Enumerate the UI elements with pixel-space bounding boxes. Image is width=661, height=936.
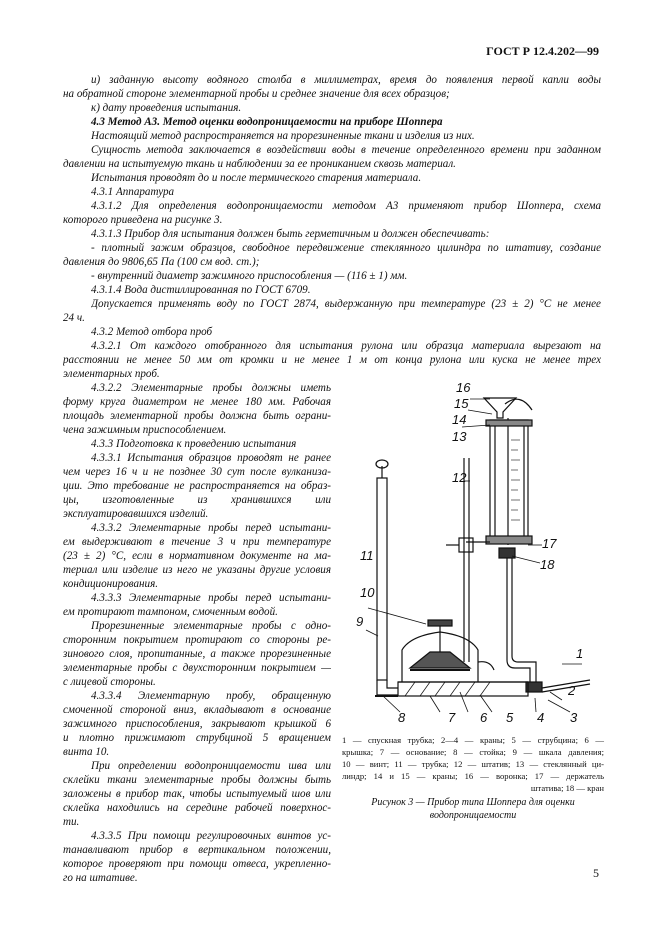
- caption-line: 10 — винт; 11 — трубка; 12 — штатив; 13 — стеклянный ци-: [342, 759, 604, 769]
- text-line: 4.3.2 Метод отбора проб: [91, 326, 213, 338]
- text-line: 4.3.2.1 От каждого отобранного для испытания рулона или образца материала вырезают на: [91, 340, 601, 352]
- text-line: - плотный зажим образцов, свободное передвижение стеклянного цилиндра по штативу, создание: [91, 242, 601, 254]
- text-line: Сущность метода заключается в воздействии воды в течение определенного времени при заданном: [91, 144, 601, 156]
- text-line: териал или изделие из него не указаны другие условия: [63, 564, 331, 576]
- text-line: зажимного приспособления, закрывают крышкой 6: [63, 718, 331, 730]
- text-line: давления до 9806,65 Па (100 см вод. ст.);: [63, 256, 260, 268]
- text-line: которое проверяют при помощи отвеса, укрепленно-: [63, 858, 331, 870]
- fig-label: 9: [356, 614, 364, 629]
- caption-line: 1 — спускная трубка; 2—4 — краны; 5 — струбцина; 6 —: [342, 735, 604, 745]
- fig-label: 10: [360, 585, 375, 600]
- fig-label: 12: [452, 470, 467, 485]
- text-line: элементарных проб.: [63, 368, 160, 380]
- text-line: 4.3.2.2 Элементарные пробы должны иметь: [91, 382, 331, 394]
- page-header: ГОСТ Р 12.4.202—99: [486, 44, 599, 58]
- caption-line: крышка; 7 — основание; 8 — стойка; 9 — шкала давления;: [342, 747, 604, 757]
- text-line: 4.3.3.4 Элементарную пробу, обращенную: [91, 690, 331, 702]
- text-line: го на штативе.: [63, 872, 138, 884]
- text-line: 4.3.1.3 Прибор для испытания должен быть герметичным и должен обеспечивать:: [91, 228, 490, 240]
- fig-label: 8: [398, 710, 406, 725]
- text-line: При определении водопроницаемости шва или: [91, 760, 331, 772]
- fig-label: 14: [452, 412, 467, 427]
- text-line: 4.3.1.4 Вода дистиллированная по ГОСТ 6709.: [91, 284, 311, 296]
- text-line: зинового слоя, пропитанные, а также прорезиненные: [63, 648, 331, 660]
- fig-label: 15: [454, 396, 469, 411]
- fig-label: 11: [360, 548, 374, 563]
- text-line: которого приведена на рисунке 3.: [63, 214, 223, 226]
- text-line: с лицевой стороны.: [63, 676, 156, 688]
- fig-label: 5: [506, 710, 514, 725]
- text-line: 4.3.3.3 Элементарные пробы перед испытани-: [91, 592, 331, 604]
- text-line: Допускается применять воду по ГОСТ 2874, выдержанную при температуре (23 ± 2) °С не менее: [91, 298, 601, 310]
- text-line: к) дату проведения испытания.: [91, 102, 242, 114]
- text-line: склейки ткани элементарные пробы должны быть: [63, 774, 331, 786]
- text-line: элементарные пробы с двухсторонним покрытием —: [63, 662, 331, 674]
- text-line: (23 ± 2) °С, если в нормативном документе на ма-: [63, 550, 331, 562]
- text-line: 4.3.3 Подготовка к проведению испытания: [91, 438, 297, 450]
- text-line: и) заданную высоту водяного столба в миллиметрах, время до появления первой капли воды: [91, 74, 601, 86]
- text-line: эксплуатировавшихся изделий.: [63, 508, 209, 520]
- text-line: ти.: [63, 816, 80, 828]
- text-line: и плотно прижимают струбциной 5 вращением: [63, 732, 331, 744]
- text-line: кондиционирования.: [63, 578, 159, 590]
- text-line: Прорезиненные элементарные пробы с одно-: [91, 620, 331, 632]
- figure-title-line: Рисунок 3 — Прибор типа Шоппера для оценки: [371, 797, 575, 808]
- caption-line: линдр; 14 и 15 — краны; 16 — воронка; 17 — держатель: [342, 771, 604, 781]
- text-line: 24 ч.: [63, 312, 85, 324]
- text-line: склейка находились на середине рабочей поверхнос-: [63, 802, 331, 814]
- fig-label: 17: [542, 536, 557, 551]
- text-line: чена зажимным приспособлением.: [63, 424, 227, 436]
- text-line: расстоянии не менее 50 мм от кромки и не менее 1 м от конца рулона или куска не менее трех: [63, 354, 601, 366]
- caption-line: штатива; 18 — кран: [530, 783, 604, 793]
- fig-label: 2: [568, 683, 576, 698]
- fig-label: 7: [448, 710, 456, 725]
- text-line: 4.3.3.1 Испытания образцов проводят не ранее: [91, 452, 331, 464]
- text-line: - внутренний диаметр зажимного приспособления — (116 ± 1) мм.: [91, 270, 408, 282]
- text-line: 4.3.3.5 При помощи регулировочных винтов ус-: [91, 830, 331, 842]
- text-line: ем протирают тампоном, смоченным водой.: [63, 606, 278, 618]
- text-line: Настоящий метод распространяется на прорезиненные ткани и изделия из них.: [91, 130, 475, 142]
- fig-label: 6: [480, 710, 488, 725]
- text-line: ции. Это требование не распространяется на образ-: [63, 480, 331, 492]
- text-line: на обратной стороне элементарной пробы и среднее значение для всех образцов;: [63, 88, 450, 100]
- fig-label: 13: [452, 429, 467, 444]
- page-number: 5: [593, 866, 599, 880]
- text-line: форму круга диаметром не менее 180 мм. Рабочая: [63, 396, 331, 408]
- figure-3-schopper-apparatus: [350, 372, 606, 732]
- text-line: площадь элементарной пробы должна быть ограни-: [63, 410, 331, 422]
- text-line: винта 10.: [63, 746, 110, 758]
- text-line: Испытания проводят до и после термического старения материала.: [91, 172, 422, 184]
- fig-label: 4: [537, 710, 545, 725]
- text-line: сторонним покрытием протирают со стороны ре-: [63, 634, 331, 646]
- text-line: цы, изготовленные из хранившихся или: [63, 494, 331, 506]
- text-line: давлении на испытуемую ткань и наблюдении за ее прониканием сквозь материал.: [63, 158, 456, 170]
- text-line: смоченной стороной вниз, вкладывают в основание: [63, 704, 331, 716]
- text-line: заложены в прибор так, чтобы испытуемый шов или: [63, 788, 331, 800]
- fig-label: 16: [456, 380, 471, 395]
- fig-label: 3: [570, 710, 578, 725]
- text-line: чем через 16 ч и не позднее 30 сут после вулканиза-: [63, 466, 331, 478]
- text-line: танавливают прибор в вертикальном положении,: [63, 844, 331, 856]
- text-line: ем выдерживают в течение 3 ч при температуре: [63, 536, 331, 548]
- figure-title-line: водопроницаемости: [429, 810, 517, 821]
- text-line: 4.3.1 Аппаратура: [91, 186, 175, 198]
- text-line: 4.3.1.2 Для определения водопроницаемости методом А3 применяют прибор Шоппера, схема: [91, 200, 601, 212]
- text-line: 4.3.3.2 Элементарные пробы перед испытани-: [91, 522, 331, 534]
- fig-label: 1: [576, 646, 584, 661]
- text-line: 4.3 Метод А3. Метод оценки водопроницаемости на приборе Шоппера: [91, 116, 443, 128]
- fig-label: 18: [540, 557, 555, 572]
